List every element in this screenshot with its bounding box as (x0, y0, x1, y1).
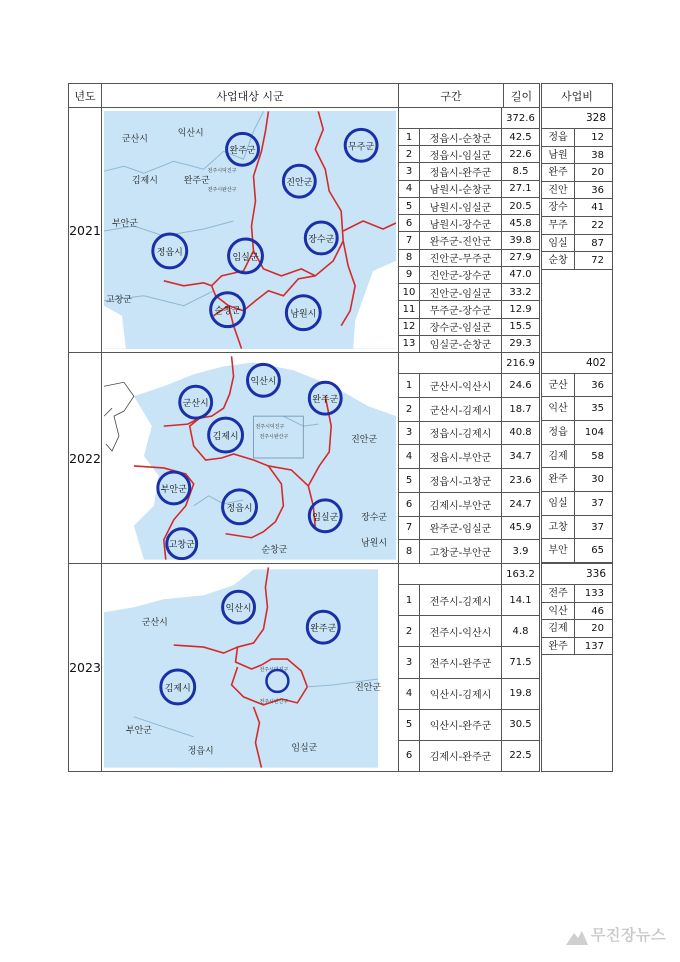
section-row (399, 197, 539, 214)
section-name: 익산시-완주군 (429, 721, 492, 733)
svg-text:익산시: 익산시 (225, 604, 252, 615)
cost-value: 72 (575, 252, 612, 270)
section-number: 7 (399, 517, 420, 540)
cost-value: 20 (575, 164, 612, 182)
total-length: 372.6 (506, 112, 535, 124)
map-label: 남원시 (361, 538, 388, 549)
section-row (399, 444, 539, 468)
cost-region: 완주 (542, 638, 575, 656)
section-number: 9 (399, 267, 420, 283)
section-row (399, 615, 539, 646)
section-name: 정읍시-순창군 (429, 133, 492, 145)
section-number: 4 (399, 181, 420, 197)
map-label: 익산시 (177, 128, 204, 139)
section-row (399, 539, 539, 563)
svg-text:완주군: 완주군 (312, 395, 339, 406)
section-length: 14.1 (501, 585, 539, 615)
svg-text:부안군: 부안군 (160, 484, 187, 495)
section-name: 완주군-진안군 (429, 237, 492, 249)
header-section: 구간 (399, 84, 504, 108)
section-row (399, 421, 539, 445)
cost-row (542, 492, 612, 516)
map-label: 전주시완산구 (259, 434, 289, 441)
cost-row (542, 235, 612, 253)
total-cost: 328 (542, 108, 612, 129)
section-name: 고창군-부안군 (429, 548, 492, 560)
cost-row (542, 516, 612, 540)
map-label: 전주시덕진구 (255, 424, 285, 431)
cost-row (542, 374, 612, 398)
section-name: 군산시-김제시 (429, 405, 492, 417)
svg-text:정읍시: 정읍시 (156, 247, 183, 258)
section-length: 47.0 (501, 267, 539, 283)
section-number: 2 (399, 616, 420, 646)
cost-value: 12 (575, 129, 612, 147)
section-number: 5 (399, 710, 420, 740)
cost-region: 정읍 (542, 421, 575, 445)
section-name: 전주시-완주군 (429, 658, 492, 670)
cost-value: 65 (575, 539, 612, 563)
section-row (399, 214, 539, 231)
section-number: 3 (399, 163, 420, 179)
cost-region: 고창 (542, 516, 575, 540)
section-row (399, 585, 539, 615)
section-name: 김제시-완주군 (429, 752, 492, 764)
cost-cell (541, 564, 613, 772)
section-length: 15.5 (501, 319, 539, 335)
map-label: 김제시 (131, 176, 158, 187)
section-row (399, 335, 539, 352)
map-svg-2023 (104, 567, 396, 768)
cost-region: 전주 (542, 585, 575, 603)
cost-cell (541, 108, 613, 353)
cost-region: 완주 (542, 164, 575, 182)
section-length: 34.7 (501, 445, 539, 468)
section-number: 13 (399, 336, 420, 352)
section-length: 33.2 (501, 284, 539, 300)
map-label: 군산시 (121, 134, 148, 145)
section-number: 11 (399, 301, 420, 317)
section-length: 23.6 (501, 469, 539, 492)
total-length: 163.2 (506, 568, 535, 580)
section-row (399, 397, 539, 421)
svg-text:고창군: 고창군 (168, 540, 195, 551)
section-row (399, 516, 539, 540)
svg-text:완주군: 완주군 (229, 146, 256, 157)
watermark-text: 무진장뉴스 (591, 926, 666, 944)
section-row (399, 283, 539, 300)
section-length: 24.7 (501, 493, 539, 516)
section-length: 4.8 (501, 616, 539, 646)
section-name: 무주군-장수군 (429, 305, 492, 317)
cost-value: 35 (575, 397, 612, 421)
section-list (399, 129, 539, 352)
cost-value: 137 (575, 638, 612, 656)
map-label: 진안군 (355, 682, 382, 693)
map-2023 (104, 567, 396, 768)
cost-row (542, 445, 612, 469)
cost-value: 22 (575, 217, 612, 235)
section-row (399, 180, 539, 197)
cost-region: 익산 (542, 397, 575, 421)
section-name: 정읍시-완주군 (429, 168, 492, 180)
header-row (69, 84, 613, 108)
section-length: 20.5 (501, 198, 539, 214)
cost-row (542, 539, 612, 563)
section-length: 12.9 (501, 301, 539, 317)
section-number: 1 (399, 585, 420, 615)
cost-row (542, 421, 612, 445)
cost-region: 김제 (542, 445, 575, 469)
map-label: 전주시덕진구 (207, 168, 237, 175)
section-number: 3 (399, 647, 420, 677)
map-label: 전주시덕진구 (259, 666, 289, 673)
cost-region: 무주 (542, 217, 575, 235)
section-row (399, 468, 539, 492)
section-number: 12 (399, 319, 420, 335)
section-name: 진안군-무주군 (429, 254, 492, 266)
section-number: 7 (399, 232, 420, 248)
section-name: 정읍시-김제시 (429, 429, 492, 441)
map-2021 (104, 111, 396, 349)
section-number: 8 (399, 540, 420, 563)
section-name: 장수군-임실군 (429, 323, 492, 335)
svg-text:완주군: 완주군 (310, 624, 337, 635)
cost-region: 익산 (542, 603, 575, 621)
svg-text:순창군: 순창군 (214, 306, 241, 317)
svg-text:익산시: 익산시 (250, 377, 277, 388)
section-number: 4 (399, 679, 420, 709)
watermark (566, 924, 666, 945)
svg-text:무주군: 무주군 (348, 142, 375, 153)
section-name: 진안군-임실군 (429, 288, 492, 300)
svg-text:임실군: 임실군 (312, 512, 339, 523)
section-length: 45.9 (501, 517, 539, 540)
map-label: 전주시완산구 (207, 187, 237, 194)
section-length: 71.5 (501, 647, 539, 677)
map-svg-2021 (104, 111, 396, 349)
section-number: 2 (399, 398, 420, 421)
header-length: 길이 (504, 84, 541, 108)
header-area: 사업대상 시군 (102, 84, 399, 108)
section-row (399, 145, 539, 162)
svg-text:진안군: 진안군 (286, 178, 313, 189)
section-row (399, 678, 539, 709)
section-number: 6 (399, 215, 420, 231)
section-name: 익산시-김제시 (429, 690, 492, 702)
section-length: 22.5 (501, 741, 539, 771)
section-length: 27.1 (501, 181, 539, 197)
cost-row (542, 585, 612, 603)
section-length: 30.5 (501, 710, 539, 740)
section-row (399, 129, 539, 145)
cost-row (542, 620, 612, 638)
map-label: 진안군 (351, 435, 378, 446)
cost-region: 임실 (542, 492, 575, 516)
section-row (399, 318, 539, 335)
map-cell (102, 564, 399, 772)
map-cell (102, 353, 399, 564)
section-row (399, 709, 539, 740)
map-label: 순창군 (261, 545, 288, 556)
map-label: 군산시 (141, 618, 168, 629)
section-length: 3.9 (501, 540, 539, 563)
cost-region: 장수 (542, 199, 575, 217)
cost-row (542, 252, 612, 270)
map-label: 임실군 (291, 743, 318, 754)
section-number: 6 (399, 493, 420, 516)
map-label: 부안군 (125, 725, 152, 736)
total-length: 216.9 (506, 357, 535, 369)
svg-text:임실군: 임실군 (232, 252, 259, 263)
cost-region: 남원 (542, 147, 575, 165)
year-block-2022 (69, 353, 613, 564)
section-row (399, 374, 539, 397)
cost-list (542, 129, 612, 270)
section-name: 임실군-순창군 (429, 340, 492, 352)
cost-value: 36 (575, 374, 612, 398)
section-number: 3 (399, 422, 420, 445)
cost-region: 진안 (542, 182, 575, 200)
map-label: 정읍시 (187, 746, 214, 757)
section-cell (399, 353, 541, 564)
section-name: 남원시-순창군 (429, 185, 492, 197)
map-2022 (104, 356, 396, 560)
section-number: 6 (399, 741, 420, 771)
section-row (399, 646, 539, 677)
cost-row (542, 468, 612, 492)
project-table (68, 83, 613, 772)
section-name: 완주군-임실군 (429, 524, 492, 536)
section-row (399, 740, 539, 771)
section-number: 4 (399, 445, 420, 468)
total-cost: 402 (542, 353, 612, 374)
section-number: 5 (399, 198, 420, 214)
section-row (399, 266, 539, 283)
section-name: 정읍시-고창군 (429, 476, 492, 488)
map-label: 완주군 (183, 176, 210, 187)
section-length: 24.6 (501, 374, 539, 397)
cost-row (542, 129, 612, 147)
section-cell (399, 108, 541, 353)
section-length: 27.9 (501, 250, 539, 266)
cost-region: 부안 (542, 539, 575, 563)
svg-text:김제시: 김제시 (164, 683, 191, 694)
section-row (399, 249, 539, 266)
section-length: 22.6 (501, 146, 539, 162)
section-name: 김제시-부안군 (429, 500, 492, 512)
year-label: 2022 (69, 353, 102, 564)
mountain-icon (566, 927, 588, 945)
svg-text:남원시: 남원시 (290, 309, 317, 320)
section-row (399, 231, 539, 248)
cost-region: 완주 (542, 468, 575, 492)
section-list (399, 585, 539, 771)
section-name: 남원시-장수군 (429, 219, 492, 231)
header-cost: 사업비 (541, 84, 613, 108)
cost-list (542, 585, 612, 655)
section-name: 남원시-임실군 (429, 202, 492, 214)
year-block-2021 (69, 108, 613, 353)
section-list (399, 374, 539, 563)
section-length: 39.8 (501, 232, 539, 248)
section-number: 1 (399, 129, 420, 145)
section-name: 정읍시-부안군 (429, 453, 492, 465)
section-name: 군산시-익산시 (429, 381, 492, 393)
cost-value: 36 (575, 182, 612, 200)
section-number: 2 (399, 146, 420, 162)
cost-value: 20 (575, 620, 612, 638)
year-block-2023 (69, 564, 613, 772)
cost-row (542, 397, 612, 421)
cost-list (542, 374, 612, 564)
section-length: 8.5 (501, 163, 539, 179)
year-label: 2021 (69, 108, 102, 353)
section-number: 8 (399, 250, 420, 266)
map-label: 부안군 (111, 219, 138, 230)
section-length: 19.8 (501, 679, 539, 709)
total-cost: 336 (542, 564, 612, 585)
cost-row (542, 182, 612, 200)
cost-region: 김제 (542, 620, 575, 638)
section-row (399, 492, 539, 516)
cost-value: 46 (575, 603, 612, 621)
cost-value: 38 (575, 147, 612, 165)
cost-value: 133 (575, 585, 612, 603)
header-year: 년도 (69, 84, 102, 108)
cost-value: 87 (575, 235, 612, 253)
section-length: 45.8 (501, 215, 539, 231)
section-row (399, 162, 539, 179)
section-length: 40.8 (501, 422, 539, 445)
svg-text:김제시: 김제시 (212, 432, 239, 443)
year-label: 2023 (69, 564, 102, 772)
section-number: 10 (399, 284, 420, 300)
cost-row (542, 217, 612, 235)
section-row (399, 300, 539, 317)
map-label: 전주시완산구 (259, 698, 289, 705)
cost-value: 104 (575, 421, 612, 445)
cost-region: 순창 (542, 252, 575, 270)
cost-row (542, 199, 612, 217)
section-number: 5 (399, 469, 420, 492)
cost-value: 41 (575, 199, 612, 217)
cost-row (542, 638, 612, 656)
cost-value: 30 (575, 468, 612, 492)
section-length: 29.3 (501, 336, 539, 352)
section-number: 1 (399, 374, 420, 397)
cost-row (542, 603, 612, 621)
cost-region: 정읍 (542, 129, 575, 147)
cost-row (542, 147, 612, 165)
cost-region: 군산 (542, 374, 575, 398)
cost-value: 58 (575, 445, 612, 469)
section-cell (399, 564, 541, 772)
cost-row (542, 164, 612, 182)
map-cell (102, 108, 399, 353)
section-name: 진안군-장수군 (429, 271, 492, 283)
cost-region: 임실 (542, 235, 575, 253)
section-name: 전주시-익산시 (429, 627, 492, 639)
cost-cell (541, 353, 613, 564)
map-label: 장수군 (361, 512, 388, 523)
section-name: 정읍시-임실군 (429, 150, 492, 162)
section-length: 42.5 (501, 129, 539, 145)
section-name: 전주시-김제시 (429, 596, 492, 608)
svg-text:장수군: 장수군 (308, 234, 335, 245)
map-svg-2022 (104, 356, 396, 560)
svg-text:정읍시: 정읍시 (226, 503, 253, 514)
section-length: 18.7 (501, 398, 539, 421)
svg-text:군산시: 군산시 (182, 399, 209, 410)
cost-value: 37 (575, 516, 612, 540)
cost-value: 37 (575, 492, 612, 516)
map-label: 고창군 (105, 295, 132, 306)
